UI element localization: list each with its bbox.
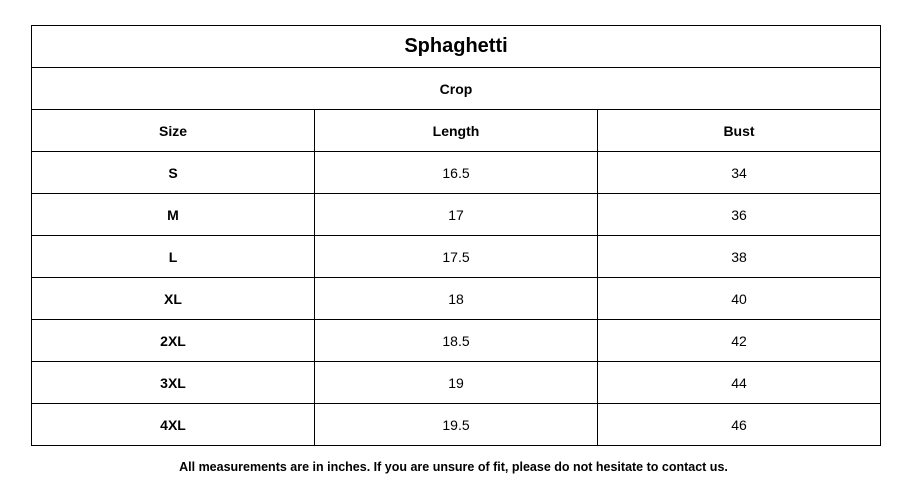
- measurement-footnote: All measurements are in inches. If you are unsure of fit, please do not hesitate to contact us.: [179, 460, 728, 474]
- size-cell: S: [32, 152, 315, 194]
- length-cell: 17: [315, 194, 598, 236]
- column-header-size: Size: [32, 110, 315, 152]
- chart-title: Sphaghetti: [32, 26, 881, 68]
- size-cell: 4XL: [32, 404, 315, 446]
- length-cell: 18.5: [315, 320, 598, 362]
- size-cell: 3XL: [32, 362, 315, 404]
- subtitle-row: [32, 68, 881, 110]
- title-row: [32, 26, 881, 68]
- table-row: [32, 278, 881, 320]
- bust-cell: 44: [598, 362, 881, 404]
- length-cell: 17.5: [315, 236, 598, 278]
- bust-cell: 36: [598, 194, 881, 236]
- length-cell: 16.5: [315, 152, 598, 194]
- table-row: [32, 320, 881, 362]
- bust-cell: 34: [598, 152, 881, 194]
- size-cell: M: [32, 194, 315, 236]
- length-cell: 19: [315, 362, 598, 404]
- column-header-length: Length: [315, 110, 598, 152]
- bust-cell: 40: [598, 278, 881, 320]
- table-row: [32, 236, 881, 278]
- table-row: [32, 404, 881, 446]
- bust-cell: 38: [598, 236, 881, 278]
- size-chart-table: [31, 25, 881, 446]
- size-cell: L: [32, 236, 315, 278]
- size-cell: 2XL: [32, 320, 315, 362]
- length-cell: 19.5: [315, 404, 598, 446]
- table-row: [32, 362, 881, 404]
- bust-cell: 46: [598, 404, 881, 446]
- chart-subtitle: Crop: [32, 68, 881, 110]
- table-row: [32, 194, 881, 236]
- length-cell: 18: [315, 278, 598, 320]
- column-header-bust: Bust: [598, 110, 881, 152]
- table-row: [32, 152, 881, 194]
- header-row: [32, 110, 881, 152]
- size-cell: XL: [32, 278, 315, 320]
- bust-cell: 42: [598, 320, 881, 362]
